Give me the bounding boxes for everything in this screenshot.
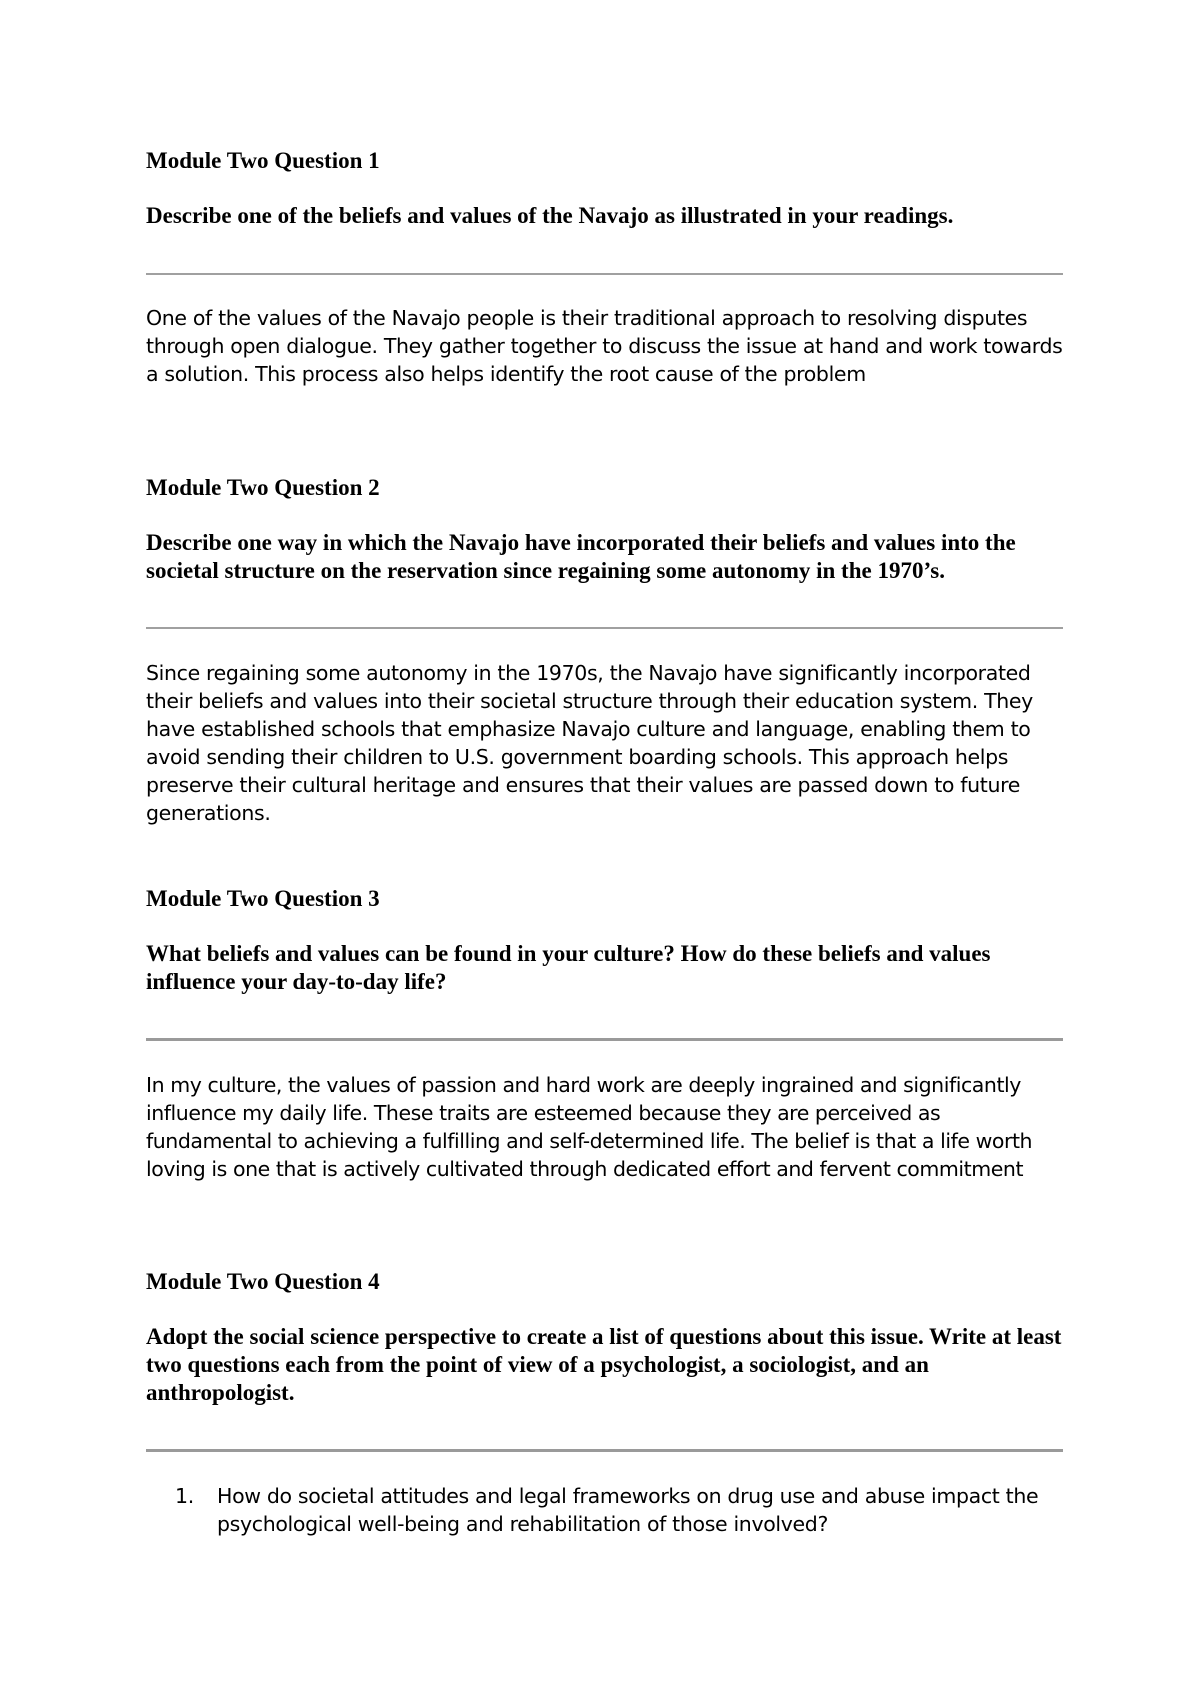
horizontal-rule — [146, 1038, 1063, 1041]
question-prompt: Adopt the social science perspective to create a list of questions about this issue. Write at least two questions each from the point of view of a psychologist, a sociologist, and an anthropologist. — [146, 1324, 1062, 1405]
list-item-number: 1. — [175, 1484, 194, 1508]
section-heading: Module Two Question 2 — [146, 475, 380, 500]
question-prompt: What beliefs and values can be found in your culture? How do these beliefs and values influence your day-to-day life? — [146, 941, 991, 994]
section-heading: Module Two Question 4 — [146, 1269, 380, 1294]
horizontal-rule — [146, 273, 1063, 275]
answer-text: One of the values of the Navajo people is their traditional approach to resolving disputes through open dialogue. They gather together to discuss the issue at hand and work towards a solution. This process also helps identify the root cause of the problem — [146, 306, 1063, 386]
horizontal-rule — [146, 1449, 1063, 1452]
answer-text: Since regaining some autonomy in the 1970s, the Navajo have significantly incorporated their beliefs and values into their societal structure through their education system. They have established schools that emphasize Navajo culture and language, enabling them to avoid sending their children to U.S. government boarding schools. This approach helps preserve their cultural heritage and ensures that their values are passed down to future generations. — [146, 661, 1033, 825]
section-heading: Module Two Question 3 — [146, 886, 380, 911]
list-item-text: How do societal attitudes and legal frameworks on drug use and abuse impact the psychological well-being and rehabilitation of those involved? — [217, 1484, 1039, 1536]
list-item — [146, 1482, 1063, 1538]
question-prompt: Describe one way in which the Navajo have incorporated their beliefs and values into the societal structure on the reservation since regaining some autonomy in the 1970’s. — [146, 530, 1016, 583]
question-prompt: Describe one of the beliefs and values of the Navajo as illustrated in your readings. — [146, 203, 954, 228]
section-heading: Module Two Question 1 — [146, 148, 380, 173]
questions-list — [146, 1482, 1063, 1538]
horizontal-rule — [146, 627, 1063, 629]
answer-text: In my culture, the values of passion and hard work are deeply ingrained and significantly influence my daily life. These traits are esteemed because they are perceived as fundamental to achieving a fulfilling and self-determined life. The belief is that a life worth loving is one that is actively cultivated through dedicated effort and fervent commitment — [146, 1073, 1033, 1181]
